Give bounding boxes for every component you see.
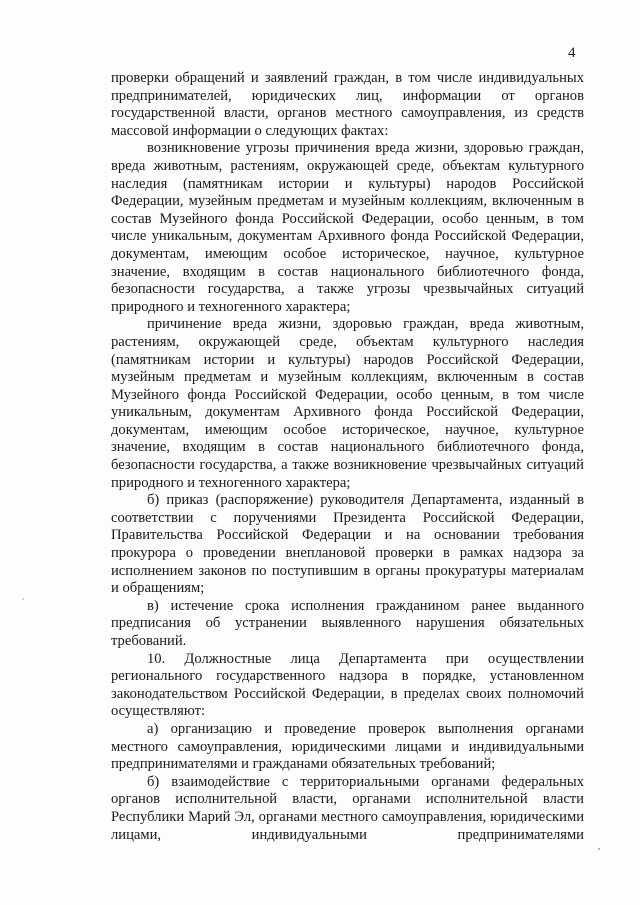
paragraph-intro: проверки обращений и заявлений граждан, в том числе индивидуальных предпринимателей, юридических лиц, информации от органов государственной власти, органов местного самоуправления, из средств массовой информации о следующих фактах: <box>111 70 584 139</box>
scan-speck <box>22 598 24 600</box>
paragraph-infliction-of-harm: причинение вреда жизни, здоровью граждан, вреда животным, растениям, окружающей среде, объектам культурного наследия (памятникам истории и культуры) народов Российской Федерации, музейным предметам и музейным коллекциям, включенным в состав Музейного фонда Российской Федерации, особо ценным, в том числе уникальным, документам Архивного фонда Российской Федерации, документам, имеющим особое историческое, научное, культурное значение, входящим в состав национального библиотечного фонда, безопасности государства, а также возникновение чрезвычайных ситуаций природного и техногенного характера; <box>111 316 584 491</box>
paragraph-organization-of-inspections: а) организацию и проведение проверок выполнения органами местного самоуправления, юридическими лицами и индивидуальными предпринимателями и гражданами обязательных требований; <box>111 720 584 773</box>
scan-speck <box>598 848 600 850</box>
paragraph-officials-duties: 10. Должностные лица Департамента при осуществлении регионального государственного надзора в порядке, установленном законодательством Российской Федерации, в пределах своих полномочий осуществляют: <box>111 650 584 720</box>
paragraph-threat-of-harm: возникновение угрозы причинения вреда жизни, здоровью граждан, вреда животным, растениям, окружающей среде, объектам культурного наследия (памятникам истории и культуры) народов Российской Федерации, музейным предметам и музейным коллекциям, включенным в состав Музейного фонда Российской Федерации, особо ценным, в том числе уникальным, документам Архивного фонда Российской Федерации, документам, имеющим особое историческое, научное, культурное значение, входящим в состав национального библиотечного фонда, безопасности государства, а также угрозы чрезвычайных ситуаций природного и техногенного характера; <box>111 140 584 315</box>
paragraph-order-of-head: б) приказ (распоряжение) руководителя Департамента, изданный в соответствии с поручениями Президента Российской Федерации, Правительства Российской Федерации и на основании требования прокурора о проведении внеплановой проверки в рамках надзора за исполнением законов по поступившим в органы прокуратуры материалам и обращениям; <box>111 492 584 597</box>
document-body <box>111 70 584 844</box>
paragraph-expiry-of-term: в) истечение срока исполнения гражданином ранее выданного предписания об устранении выявленного нарушения обязательных требований. <box>111 597 584 649</box>
page-number: 4 <box>568 45 576 61</box>
paragraph-interaction: б) взаимодействие с территориальными органами федеральных органов исполнительной власти, органами исполнительной власти Республики Марий Эл, органами местного самоуправления, юридическими лицами, индивидуальными предпринимателями <box>111 773 584 843</box>
